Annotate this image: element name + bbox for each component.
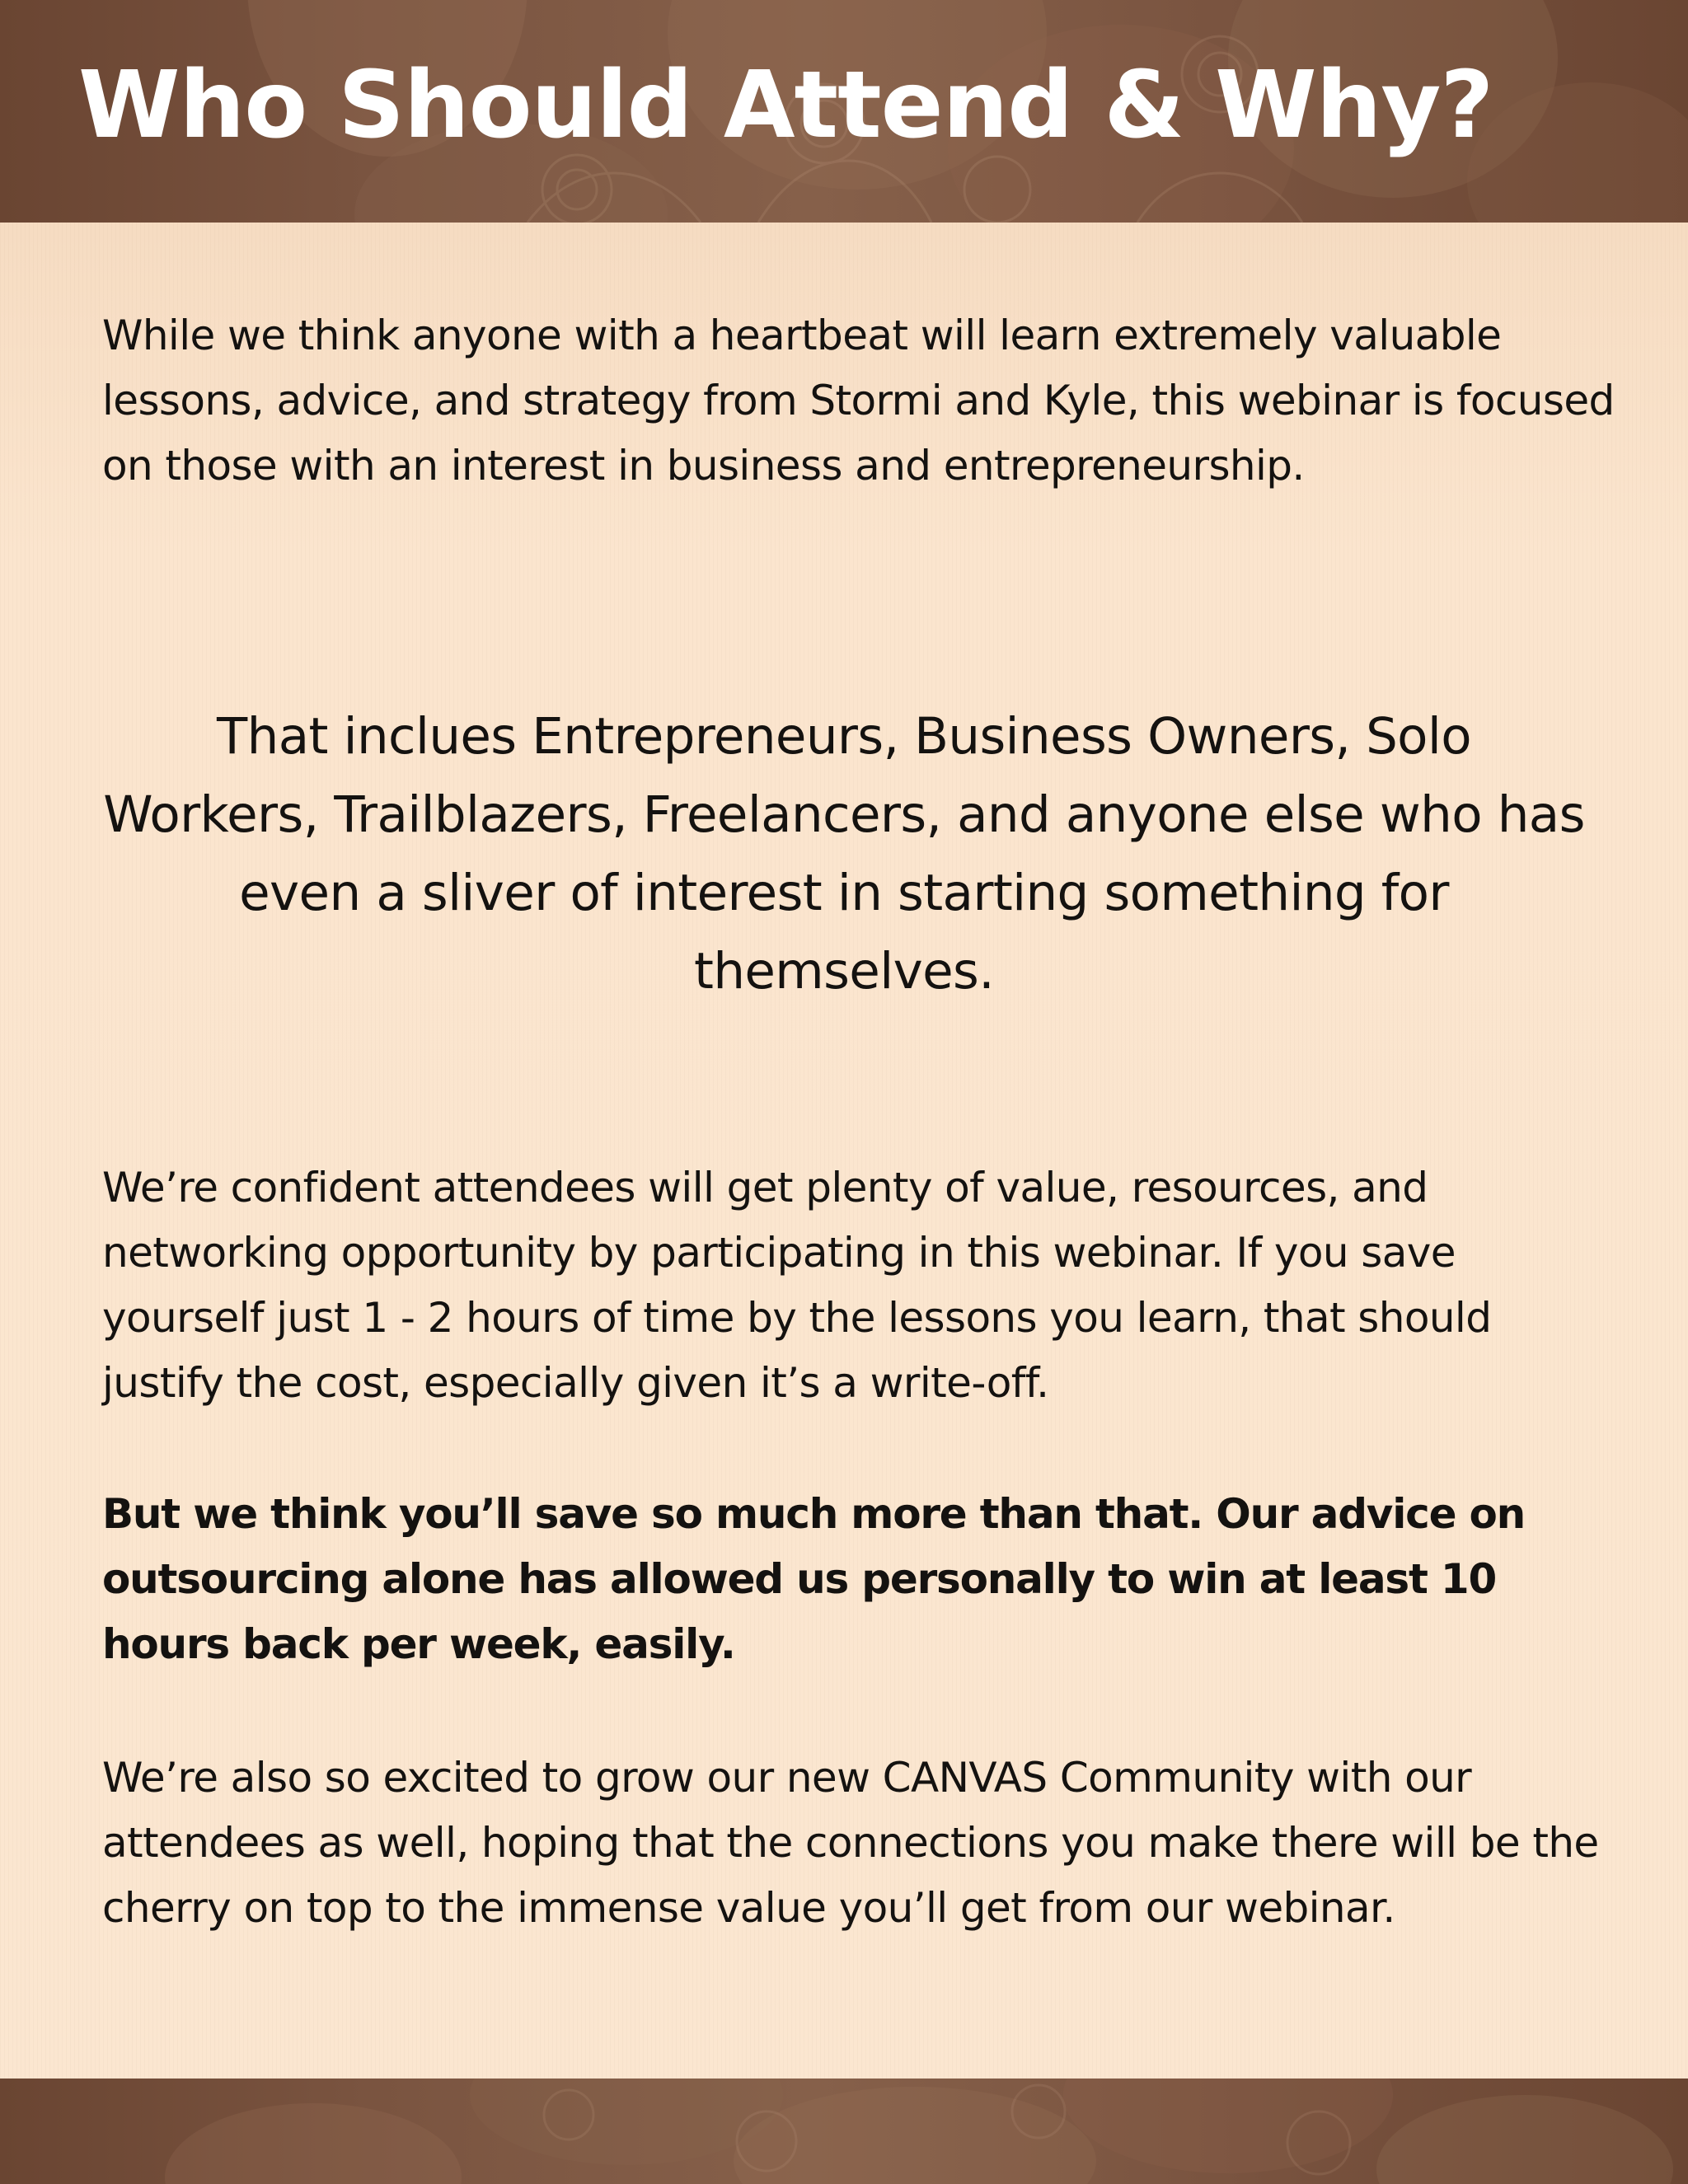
emphasis-paragraph: But we think you’ll save so much more than that. Our advice on outsourcing alone has allowed us personally to win at least 10 hours back per week, easily. bbox=[102, 1490, 1526, 1668]
footer-banner bbox=[0, 2079, 1688, 2184]
community-paragraph: We’re also so excited to grow our new CANVAS Community with our attendees as well, hoping that the connections you make there will be the cherry on top to the immense value you’ll get from our webinar. bbox=[102, 1754, 1599, 1932]
value-paragraph: We’re confident attendees will get plenty of value, resources, and networking opportunity by participating in this webinar. If you save yourself just 1 - 2 hours of time by the lessons you learn, that should justify the cost, especially given it’s a write-off. bbox=[102, 1164, 1492, 1407]
header-banner bbox=[0, 0, 1688, 223]
page-title: Who Should Attend & Why? bbox=[78, 52, 1493, 159]
intro-paragraph: While we think anyone with a heartbeat will learn extremely valuable lessons, advice, and strategy from Stormi and Kyle, this webinar is focused on those with an interest in business and entrepreneurship. bbox=[102, 312, 1615, 490]
audience-statement: That inclues Entrepreneurs, Business Owners, Solo Workers, Trailblazers, Freelancers, and anyone else who has even a sliver of interest in starting something for themselves. bbox=[103, 707, 1585, 1001]
footer-photo-texture bbox=[0, 2079, 1688, 2184]
